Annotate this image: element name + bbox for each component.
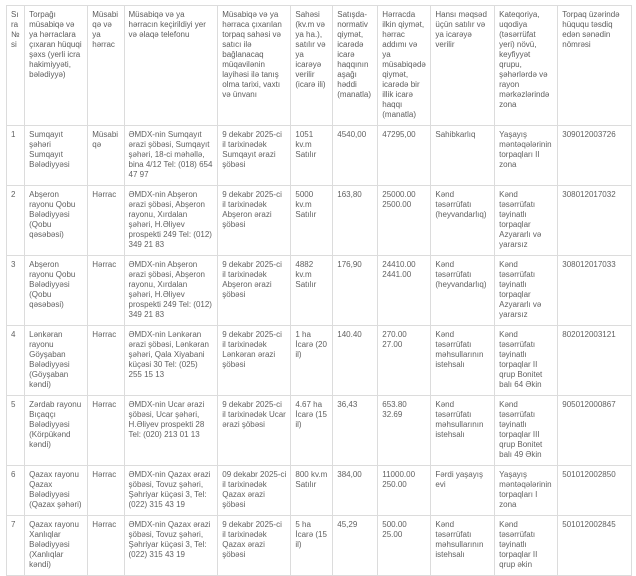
table-cell: Kənd təsərrüfatı (heyvandarlıq)	[431, 186, 495, 256]
table-cell: 7	[7, 516, 25, 576]
header-row	[7, 6, 632, 126]
table-cell: 4882 kv.m Satılır	[291, 256, 333, 326]
table-cell: ƏMDX-nin Abşeron ərazi şöbəsi, Abşeron rayonu, Xırdalan şəhəri, H.Əliyev prospekti 249 Tel: (012) 349 21 83	[124, 256, 218, 326]
column-header: Kateqoriya, uqodiya (təsərrüfat yeri) növü, keyfiyyət qrupu, şəhərlərdə və rayon mərkəzlərində zona	[495, 6, 558, 126]
table-cell: 501012002850	[558, 466, 632, 516]
table-cell: 4	[7, 326, 25, 396]
table-cell: ƏMDX-nin Qazax ərazi şöbəsi, Tovuz şəhəri, Şəhriyar küçəsi 3, Tel: (022) 315 43 19	[124, 516, 218, 576]
table-cell: 1051 kv.m Satılır	[291, 126, 333, 186]
table-cell: 501012002845	[558, 516, 632, 576]
table-cell: Lənkəran rayonu Göyşaban Bələdiyyəsi (Göyşaban kəndi)	[25, 326, 88, 396]
table-cell: ƏMDX-nin Lənkəran ərazi şöbəsi, Lənkəran şəhəri, Qala Xiyabani küçəsi 30 Tel: (025) 255 15 13	[124, 326, 218, 396]
table-cell: 2	[7, 186, 25, 256]
column-header: Sıra № si	[7, 6, 25, 126]
table-cell: 800 kv.m Satılır	[291, 466, 333, 516]
table-cell: Zərdab rayonu Bıçaqçı Bələdiyyəsi (Körpükənd kəndi)	[25, 396, 88, 466]
column-header: Müsabiqə və ya hərracın keçirildiyi yer və əlaqə telefonu	[124, 6, 218, 126]
table-cell: 24410.00 2441.00	[378, 256, 431, 326]
table-cell: 802012003121	[558, 326, 632, 396]
column-header: Müsabiqə və ya hərrac	[88, 6, 124, 126]
table-body	[7, 126, 632, 576]
table-cell: 11000.00 250.00	[378, 466, 431, 516]
column-header: Hansı məqsəd üçün satılır və ya icarəyə verilir	[431, 6, 495, 126]
table-cell: 9 dekabr 2025-ci il tarixinədək Lənkəran ərazi şöbəsi	[218, 326, 291, 396]
table-cell: Kənd təsərrüfatı (heyvandarlıq)	[431, 256, 495, 326]
table-cell: Kənd təsərrüfatı məhsullarının istehsalı	[431, 326, 495, 396]
table-cell: 3	[7, 256, 25, 326]
column-header: Hərracda ilkin qiymət, hərrac addımı və ya müsabiqədə qiymət, icarədə bir illik icarə haqqı (manatla)	[378, 6, 431, 126]
table-cell: Hərrac	[88, 256, 124, 326]
column-header: Torpağı müsabiqə və ya hərraclara çıxaran hüquqi şəxs (yerli icra hakimiyyəti, bələdiyyə)	[25, 6, 88, 126]
table-cell: 9 dekabr 2025-ci il tarixinədək Abşeron ərazi şöbəsi	[218, 186, 291, 256]
table-cell: Qazax rayonu Qazax Bələdiyyəsi (Qazax şəhəri)	[25, 466, 88, 516]
table-cell: ƏMDX-nin Sumqayıt ərazi şöbəsi, Sumqayıt şəhəri, 18-ci məhəllə, bina 4/12 Tel: (018) 654 47 97	[124, 126, 218, 186]
table-cell: Abşeron rayonu Qobu Bələdiyyəsi (Qobu qəsəbəsi)	[25, 186, 88, 256]
table-row	[7, 186, 632, 256]
table-cell: 308012017033	[558, 256, 632, 326]
table-cell: 140.40	[333, 326, 378, 396]
table-cell: 163,80	[333, 186, 378, 256]
table-cell: Abşeron rayonu Qobu Bələdiyyəsi (Qobu qəsəbəsi)	[25, 256, 88, 326]
table-cell: 9 dekabr 2025-ci il tarixinədək Qazax ərazi şöbəsi	[218, 516, 291, 576]
table-cell: 5 ha İcarə (15 il)	[291, 516, 333, 576]
table-cell: Sahibkarlıq	[431, 126, 495, 186]
table-cell: 45,29	[333, 516, 378, 576]
table-cell: Fərdi yaşayış evi	[431, 466, 495, 516]
table-cell: 25000.00 2500.00	[378, 186, 431, 256]
table-cell: 270.00 27.00	[378, 326, 431, 396]
table-cell: Yaşayış məntəqələrinin torpaqları II zona	[495, 126, 558, 186]
table-cell: ƏMDX-nin Ucar ərazi şöbəsi, Ucar şəhəri, H.Əliyev prospekti 28 Tel: (020) 213 01 13	[124, 396, 218, 466]
table-cell: Hərrac	[88, 396, 124, 466]
table-row	[7, 396, 632, 466]
table-cell: ƏMDX-nin Qazax ərazi şöbəsi, Tovuz şəhəri, Şəhriyar küçəsi 3, Tel: (022) 315 43 19	[124, 466, 218, 516]
table-cell: 905012000867	[558, 396, 632, 466]
table-row	[7, 256, 632, 326]
table-cell: 4540,00	[333, 126, 378, 186]
table-cell: 6	[7, 466, 25, 516]
table-cell: Kənd təsərrüfatı məhsullarının istehsalı	[431, 516, 495, 576]
table-row	[7, 516, 632, 576]
table-cell: 384,00	[333, 466, 378, 516]
table-cell: 5	[7, 396, 25, 466]
table-cell: Kənd təsərrüfatı təyinatlı torpaqlar II qrup əkin	[495, 516, 558, 576]
table-cell: 9 dekabr 2025-ci il tarixinədək Abşeron ərazi şöbəsi	[218, 256, 291, 326]
table-cell: 1 ha İcarə (20 il)	[291, 326, 333, 396]
table-row	[7, 126, 632, 186]
column-header: Torpaq üzərində hüququ təsdiq edən sənədin nömrəsi	[558, 6, 632, 126]
land-auction-table	[6, 5, 632, 576]
table-cell: Kənd təsərrüfatı məhsullarının istehsalı	[431, 396, 495, 466]
table-cell: Müsabiqə	[88, 126, 124, 186]
table-cell: 9 dekabr 2025-ci il tarixinədək Ucar ərazi şöbəsi	[218, 396, 291, 466]
column-header: Müsabiqə və ya hərraca çıxarılan torpaq sahəsi və satıcı ilə bağlanacaq müqavilənin layihəsi ilə tanış olma tarixi, vaxtı və ünvanı	[218, 6, 291, 126]
table-cell: Qazax rayonu Xanlıqlar Bələdiyyəsi (Xanlıqlar kəndi)	[25, 516, 88, 576]
table-cell: 36,43	[333, 396, 378, 466]
table-cell: 09 dekabr 2025-ci il tarixinədək Qazax ərazi şöbəsi	[218, 466, 291, 516]
table-cell: Kənd təsərrüfatı təyinatlı torpaqlar Azyararlı və yararsız	[495, 186, 558, 256]
table-cell: 1	[7, 126, 25, 186]
table-cell: 500.00 25.00	[378, 516, 431, 576]
table-cell: Hərrac	[88, 516, 124, 576]
table-cell: 47295,00	[378, 126, 431, 186]
table-cell: 4.67 ha İcarə (15 il)	[291, 396, 333, 466]
column-header: Satışda-normativ qiymət, icarədə icarə haqqının aşağı həddi (manatla)	[333, 6, 378, 126]
table-cell: Kənd təsərrüfatı təyinatlı torpaqlar Azyararlı və yararsız	[495, 256, 558, 326]
table-cell: 176,90	[333, 256, 378, 326]
table-cell: Hərrac	[88, 186, 124, 256]
table-cell: Sumqayıt şəhəri Sumqayıt Bələdiyyəsi	[25, 126, 88, 186]
table-cell: 308012017032	[558, 186, 632, 256]
table-cell: 9 dekabr 2025-ci il tarixinədək Sumqayıt ərazi şöbəsi	[218, 126, 291, 186]
table-cell: 309012003726	[558, 126, 632, 186]
table-cell: Yaşayış məntəqələrinin torpaqları I zona	[495, 466, 558, 516]
table-cell: ƏMDX-nin Abşeron ərazi şöbəsi, Abşeron rayonu, Xırdalan şəhəri, H.Əliyev prospekti 249 Tel: (012) 349 21 83	[124, 186, 218, 256]
table-row	[7, 326, 632, 396]
table-row	[7, 466, 632, 516]
table-cell: 653.80 32.69	[378, 396, 431, 466]
table-cell: Hərrac	[88, 466, 124, 516]
table-cell: Kənd təsərrüfatı təyinatlı torpaqlar III qrup Bonitet balı 49 Əkin	[495, 396, 558, 466]
table-cell: 5000 kv.m Satılır	[291, 186, 333, 256]
column-header: Sahəsi (kv.m və ya ha.), satılır və ya icarəyə verilir (icarə ili)	[291, 6, 333, 126]
table-cell: Kənd təsərrüfatı təyinatlı torpaqlar II qrup Bonitet balı 64 Əkin	[495, 326, 558, 396]
table-cell: Hərrac	[88, 326, 124, 396]
